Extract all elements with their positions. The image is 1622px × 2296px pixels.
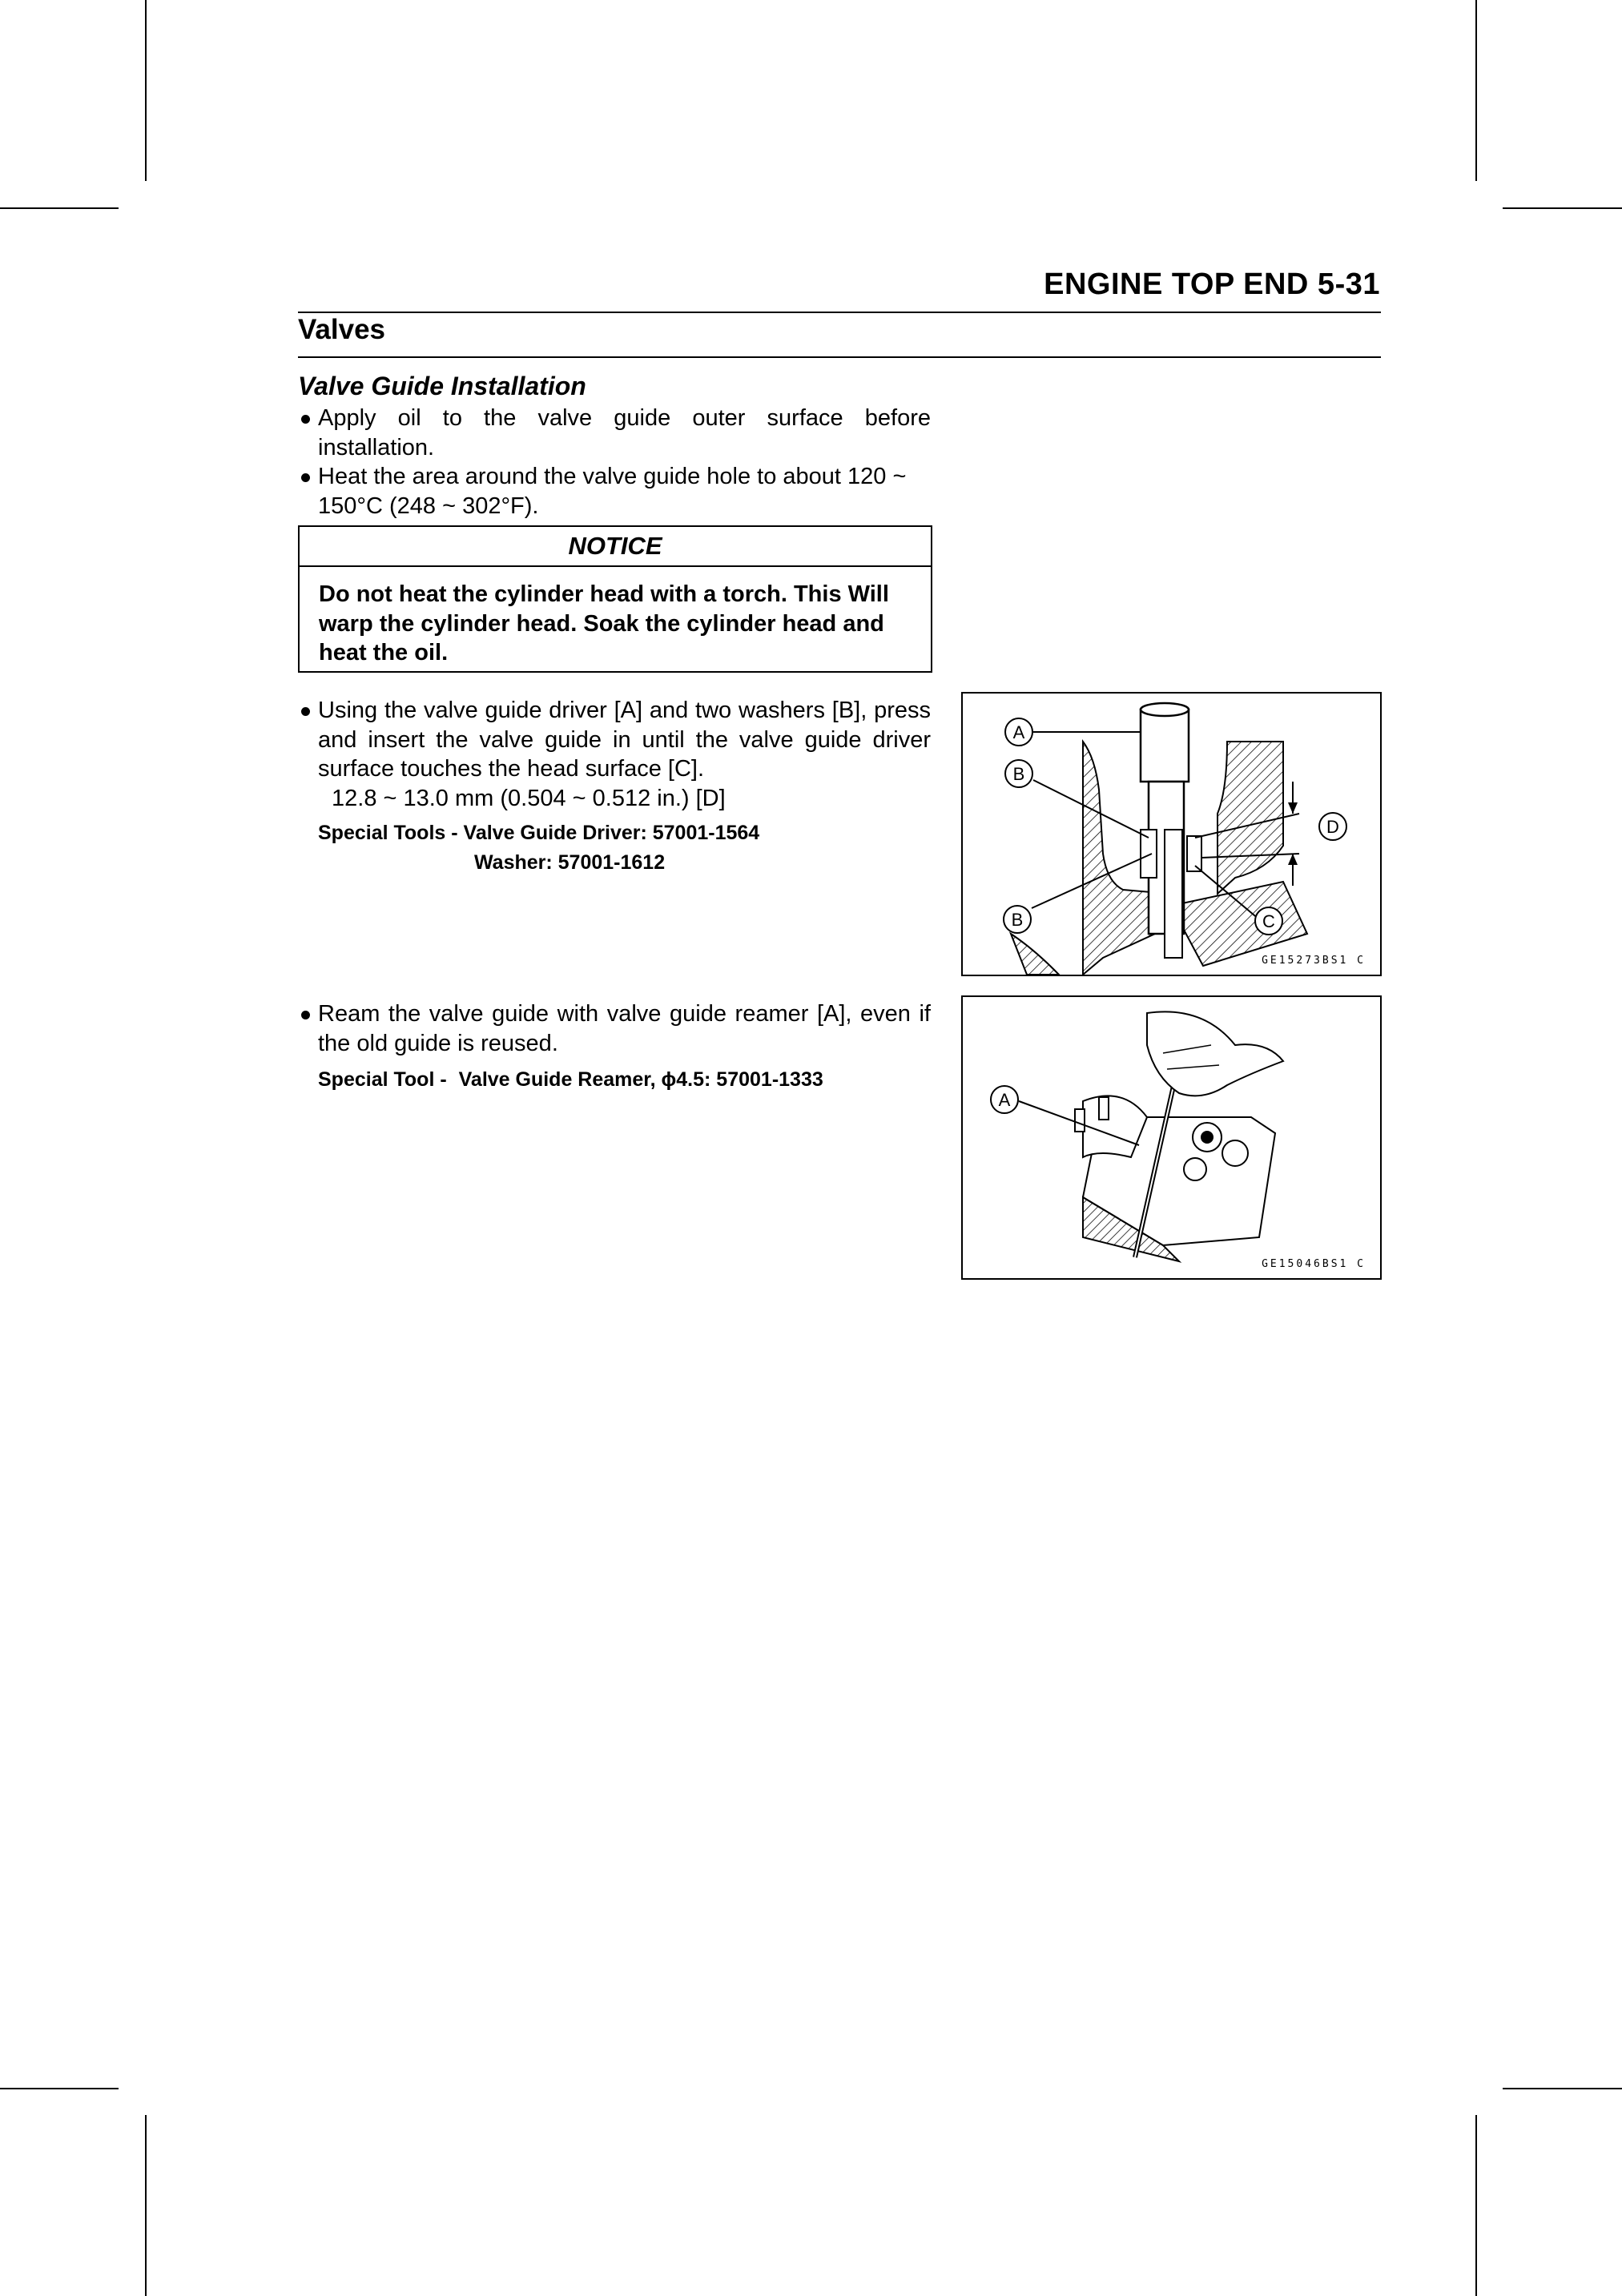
special-tool-washer: Washer: 57001-1612 <box>474 851 666 874</box>
bullet-heat <box>298 462 931 521</box>
bullet-apply-oil <box>298 404 931 462</box>
bullet-text: Apply oil to the valve guide outer surface before installation. <box>318 405 931 460</box>
bullet-text: Using the valve guide driver [A] and two washers [B], press and insert the valve guide in until the valve guide driver surface touches the head surface [C]. <box>318 698 931 782</box>
svg-text:C: C <box>1262 911 1275 931</box>
figure-valve-guide-reamer <box>961 995 1382 1280</box>
bullet-dot <box>301 415 310 424</box>
special-tools-label: Special Tools - <box>318 822 458 844</box>
bullet-text-line2: 150°C (248 ~ 302°F). <box>318 493 539 519</box>
crop-mark <box>0 2088 119 2089</box>
crop-mark <box>0 207 119 209</box>
svg-text:A: A <box>1012 722 1025 742</box>
crop-mark <box>1475 0 1477 181</box>
notice-body: Do not heat the cylinder head with a torch. This Will warp the cylinder head. Soak the cylinder head and heat the oil. <box>319 581 889 665</box>
special-tool-reamer-row <box>318 1065 823 1095</box>
bullet-dot <box>301 707 310 716</box>
svg-text:D: D <box>1326 817 1339 837</box>
reamer-illustration <box>963 997 1380 1278</box>
crop-mark <box>1475 2115 1477 2296</box>
bullet-driver-step <box>298 696 931 813</box>
figure-code: GE15046BS1 C <box>1262 1258 1366 1270</box>
svg-text:B: B <box>1012 764 1025 784</box>
callout-b-upper <box>1005 760 1032 787</box>
callout-a <box>991 1086 1018 1113</box>
section-rule <box>298 356 1381 358</box>
svg-text:A: A <box>998 1090 1011 1110</box>
bullet-text: Ream the valve guide with valve guide reamer [A], even if the old guide is reused. <box>318 1001 931 1056</box>
svg-text:B: B <box>1011 910 1024 930</box>
crop-mark <box>145 0 147 181</box>
special-tool-label: Special Tool - <box>318 1068 447 1091</box>
header-rule <box>298 312 1381 313</box>
notice-title: NOTICE <box>300 527 931 567</box>
crop-mark <box>1503 207 1622 209</box>
subheading: Valve Guide Installation <box>298 372 586 400</box>
special-tool-driver: Valve Guide Driver: 57001-1564 <box>463 822 760 844</box>
crop-mark <box>145 2115 147 2296</box>
bullet-dot <box>301 473 310 482</box>
bullet-ream-step <box>298 999 931 1058</box>
notice-box <box>298 525 932 673</box>
page-header-title: ENGINE TOP END 5-31 <box>1044 267 1380 301</box>
special-tool-washer-row <box>474 848 665 878</box>
section-title: Valves <box>298 314 385 345</box>
bullet-dot <box>301 1011 310 1019</box>
callout-c <box>1255 907 1282 935</box>
callout-b-lower <box>1004 906 1031 933</box>
spec-value: 12.8 ~ 13.0 mm (0.504 ~ 0.512 in.) [D] <box>332 785 726 811</box>
driver-illustration <box>963 694 1380 975</box>
figure-valve-guide-driver <box>961 692 1382 976</box>
callout-d <box>1319 813 1346 840</box>
crop-mark <box>1503 2088 1622 2089</box>
figure-code: GE15273BS1 C <box>1262 955 1366 967</box>
special-tool-reamer: Valve Guide Reamer, ϕ4.5: 57001-1333 <box>458 1068 823 1091</box>
special-tools <box>318 818 759 848</box>
bullet-text-line1: Heat the area around the valve guide hole to about 120 ~ <box>318 464 907 489</box>
callout-a <box>1005 718 1032 746</box>
